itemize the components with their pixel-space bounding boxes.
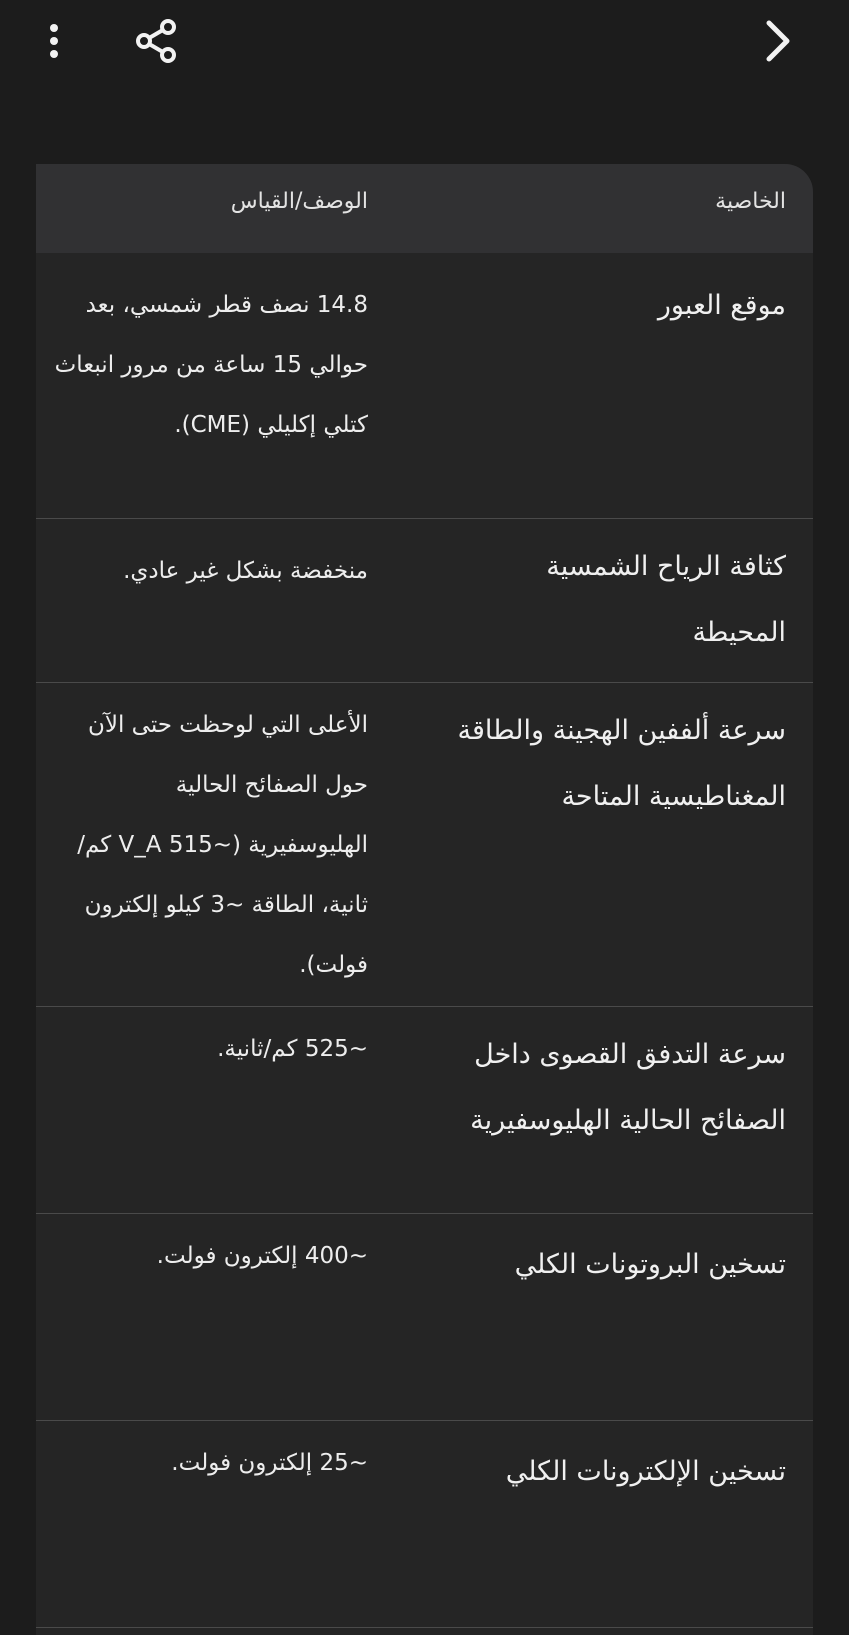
- data-table: [36, 164, 813, 1635]
- share-button[interactable]: [127, 12, 185, 70]
- table-row: [36, 1214, 813, 1421]
- description-line: ثانية، الطاقة ~3 كيلو إلكترون: [84, 892, 368, 918]
- cell-property: تسخين الإلكترونات الكلي: [505, 1456, 786, 1487]
- cell-property: تسخين البروتونات الكلي: [514, 1249, 786, 1280]
- table-row: [36, 519, 813, 683]
- description-line: 14.8 نصف قطر شمسي، بعد: [85, 292, 368, 318]
- description-line: كتلي إكليلي (CME).: [174, 412, 368, 438]
- cell-description: [36, 1226, 368, 1286]
- cell-property: سرعة التدفق القصوى داخل الصفائح الحالية الهليوسفيرية: [470, 1039, 786, 1136]
- header-description: الوصف/القياس: [230, 189, 368, 214]
- table-row: [36, 1007, 813, 1214]
- cell-description: [36, 695, 368, 995]
- chevron-right-icon: [757, 17, 797, 65]
- top-app-bar: [0, 0, 849, 160]
- more-vertical-icon: [47, 21, 61, 61]
- cell-description: [36, 1433, 368, 1493]
- header-property: الخاصية: [715, 189, 786, 214]
- description-line: منخفضة بشكل غير عادي.: [123, 558, 368, 584]
- cell-description: [36, 541, 368, 601]
- next-button[interactable]: [748, 12, 806, 70]
- table-header: [36, 164, 813, 253]
- table-row: [36, 683, 813, 1007]
- more-options-button[interactable]: [30, 14, 78, 68]
- cell-description: [36, 1019, 368, 1079]
- cell-description: [36, 275, 368, 455]
- description-line: حوالي 15 ساعة من مرور انبعاث: [54, 352, 368, 378]
- description-line: الأعلى التي لوحظت حتى الآن: [87, 712, 368, 738]
- table-row: [36, 253, 813, 519]
- description-line: ~525 كم/ثانية.: [217, 1036, 368, 1062]
- cell-property: موقع العبور: [657, 290, 786, 321]
- cell-property: سرعة ألففين الهجينة والطاقة المغناطيسية المتاحة: [457, 715, 786, 812]
- description-line: حول الصفائح الحالية: [175, 772, 368, 798]
- table-row: [36, 1421, 813, 1628]
- cell-property: كثافة الرياح الشمسية المحيطة: [546, 551, 786, 648]
- description-line: الهليوسفيرية (~515 V_A كم/: [77, 832, 368, 858]
- description-line: ~400 إلكترون فولت.: [156, 1243, 368, 1269]
- description-line: ~25 إلكترون فولت.: [171, 1450, 368, 1476]
- share-icon: [132, 17, 180, 65]
- description-line: فولت).: [299, 952, 368, 978]
